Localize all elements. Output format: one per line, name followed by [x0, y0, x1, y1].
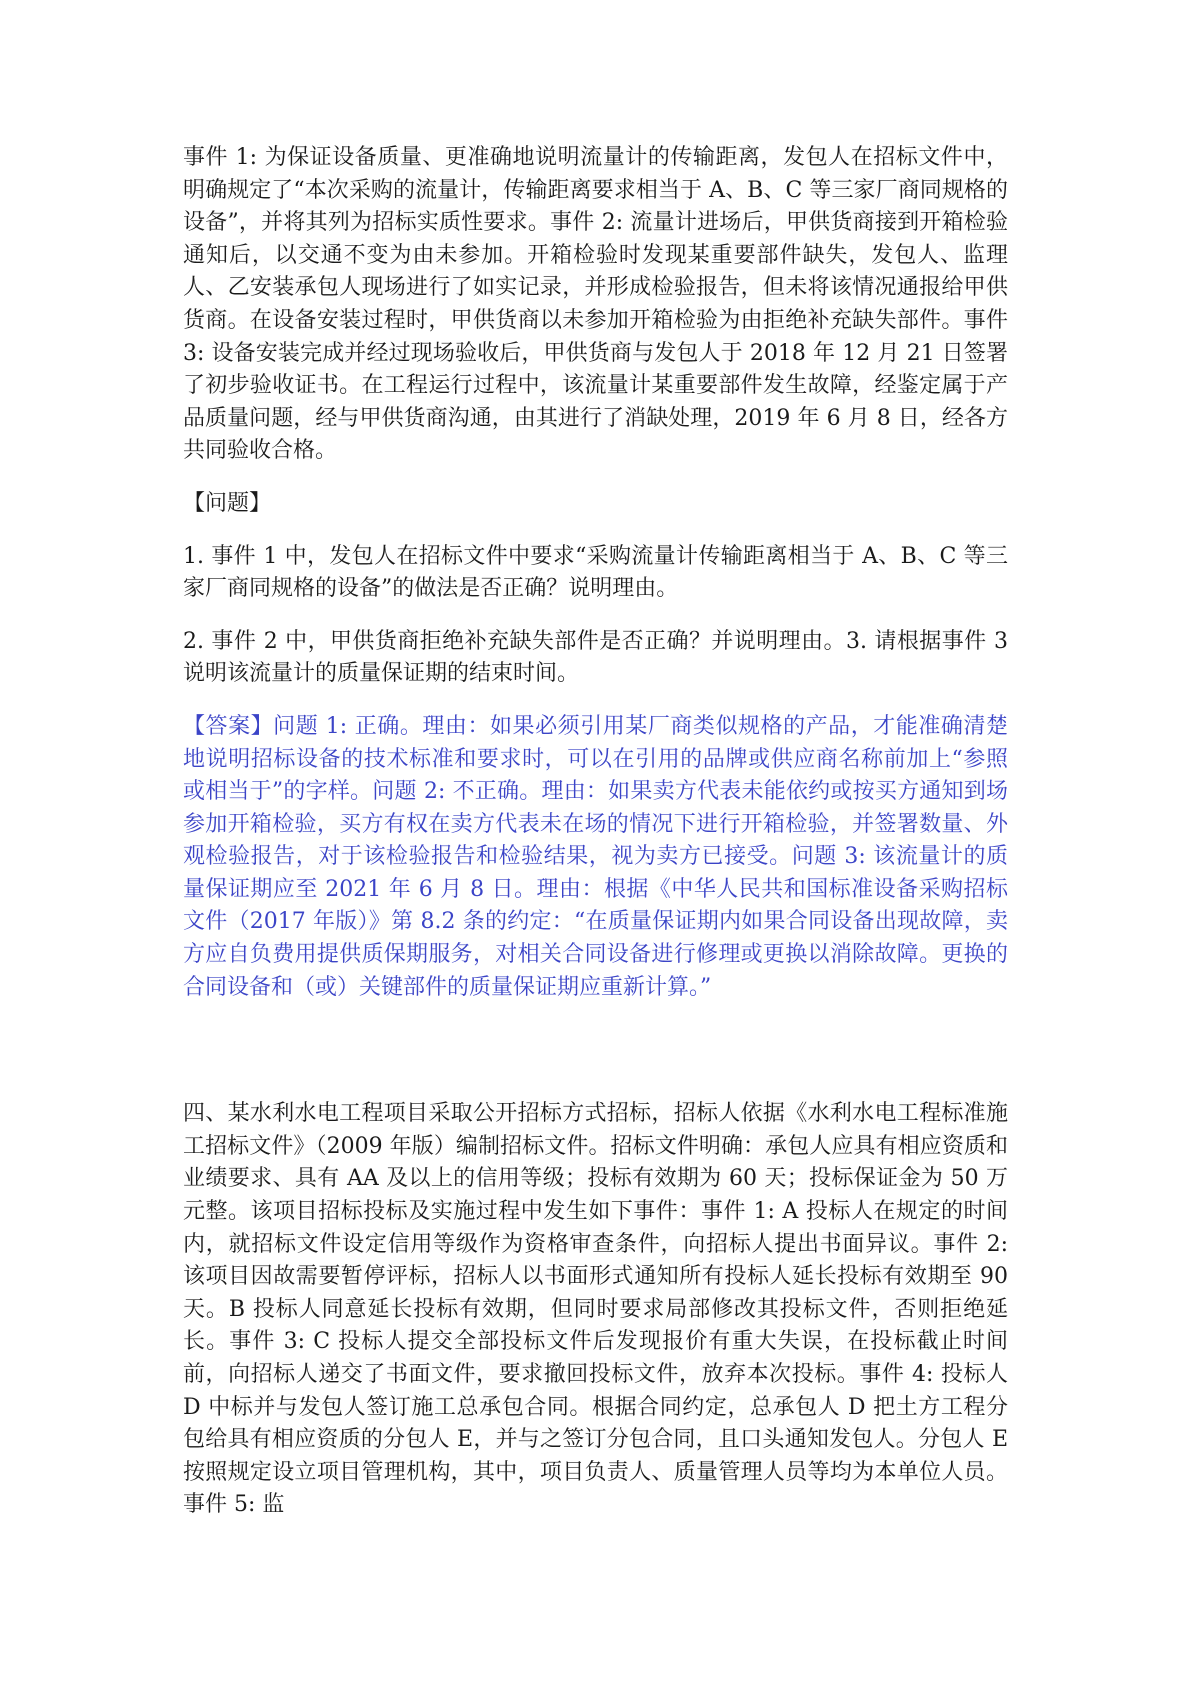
- questions-heading: 【问题】: [183, 490, 272, 516]
- document-content: [183, 142, 1008, 1522]
- section-4-paragraph: 四、某水利水电工程项目采取公开招标方式招标，招标人依据《水利水电工程标准施工招标文件》（2009 年版）编制招标文件。招标文件明确：承包人应具有相应资质和业绩要求、具有 AA 及以上的信用等级；投标有效期为 60 天；投标保证金为 50 万元整。该项目招标投标及实施过程中发生如下事件：事件 1: A 投标人在规定的时间内，就招标文件设定信用等级作为资格审查条件，向招标人提出书面异议。事件 2: 该项目因故需要暂停评标，招标人以书面形式通知所有投标人延长投标有效期至 90 天。B 投标人同意延长投标有效期，但同时要求局部修改其投标文件，否则拒绝延长。事件 3: C 投标人提交全部投标文件后发现报价有重大失误，在投标截止时间前，向招标人递交了书面文件，要求撤回投标文件，放弃本次投标。事件 4: 投标人 D 中标并与发包人签订施工总承包合同。根据合同约定，总承包人 D 把土方工程分包给具有相应资质的分包人 E，并与之签订分包合同，且口头通知发包人。分包人 E 按照规定设立项目管理机构，其中，项目负责人、质量管理人员等均为本单位人员。事件 5: 监: [183, 1101, 1008, 1518]
- answer-paragraph: 【答案】问题 1: 正确。理由：如果必须引用某厂商类似规格的产品，才能准确清楚地说明招标设备的技术标准和要求时，可以在引用的品牌或供应商名称前加上“参照或相当于”的字样。问题 2: 不正确。理由：如果卖方代表未能依约或按买方通知到场参加开箱检验，买方有权在卖方代表未在场的情况下进行开箱检验，并签署数量、外观检验报告，对于该检验报告和检验结果，视为卖方已接受。问题 3: 该流量计的质量保证期应至 2021 年 6 月 8 日。理由：根据《中华人民共和国标准设备采购招标文件（2017 年版）》第 8.2 条的约定：“在质量保证期内如果合同设备出现故障，卖方应自负费用提供质保期服务，对相关合同设备进行修理或更换以消除故障。更换的合同设备和（或）关键部件的质量保证期应重新计算。”: [183, 713, 1008, 1000]
- case-description-paragraph: 事件 1: 为保证设备质量、更准确地说明流量计的传输距离，发包人在招标文件中，明确规定了“本次采购的流量计，传输距离要求相当于 A、B、C 等三家厂商同规格的设备”，并将其列为招标实质性要求。事件 2: 流量计进场后，甲供货商接到开箱检验通知后，以交通不变为由未参加。开箱检验时发现某重要部件缺失，发包人、监理人、乙安装承包人现场进行了如实记录，并形成检验报告，但未将该情况通报给甲供货商。在设备安装过程时，甲供货商以未参加开箱检验为由拒绝补充缺失部件。事件 3: 设备安装完成并经过现场验收后，甲供货商与发包人于 2018 年 12 月 21 日签署了初步验收证书。在工程运行过程中，该流量计某重要部件发生故障，经鉴定属于产品质量问题，经与甲供货商沟通，由其进行了消缺处理，2019 年 6 月 8 日，经各方共同验收合格。: [183, 145, 1008, 464]
- question-2-3-paragraph: 2. 事件 2 中，甲供货商拒绝补充缺失部件是否正确？并说明理由。3. 请根据事件 3 说明该流量计的质量保证期的结束时间。: [183, 628, 1008, 687]
- question-1-paragraph: 1. 事件 1 中，发包人在招标文件中要求“采购流量计传输距离相当于 A、B、C 等三家厂商同规格的设备”的做法是否正确？说明理由。: [183, 543, 1008, 602]
